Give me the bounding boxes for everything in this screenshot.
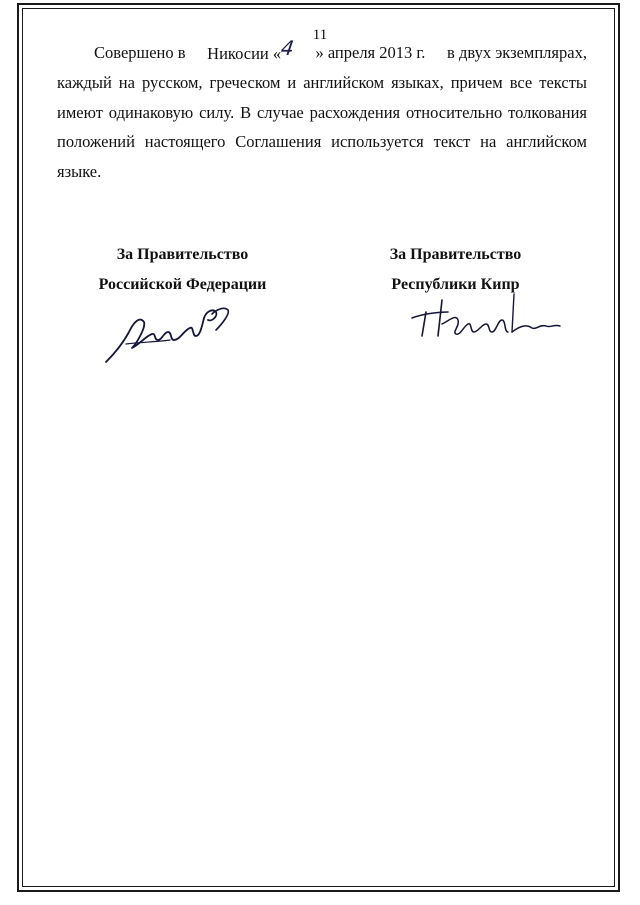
line1-city-and-day: [207, 38, 294, 68]
line1-month-year: » апреля 2013 г.: [315, 43, 426, 62]
agreement-closing-paragraph: [57, 38, 587, 187]
paragraph-line-5: языке.: [57, 162, 102, 182]
signature-russia: [100, 300, 240, 370]
line1-city: Никосии «: [207, 44, 282, 63]
signatory-cyprus-line1: За Правительство: [389, 246, 522, 263]
paragraph-line-2: каждый на русском, греческом и английском языках, причем все тексты: [57, 72, 587, 92]
paragraph-line-1: [57, 38, 587, 68]
page-number: 11: [312, 27, 328, 43]
signatory-russia: [80, 240, 285, 300]
paragraph-line-4: положений настоящего Соглашения используется текст на английском: [57, 132, 587, 152]
signature-cyprus: [408, 290, 568, 350]
line1-prefix: Совершено в: [94, 43, 186, 62]
paragraph-line-3: имеют одинаковую силу. В случае расхождения относительно толкования: [57, 102, 587, 122]
handwritten-day: 4: [279, 36, 296, 60]
signatory-russia-line2: Российской Федерации: [98, 276, 267, 293]
signatory-cyprus-line2: Республики Кипр: [391, 276, 520, 293]
signatory-russia-line1: За Правительство: [116, 246, 249, 263]
line1-copies: в двух экземплярах,: [447, 43, 587, 62]
